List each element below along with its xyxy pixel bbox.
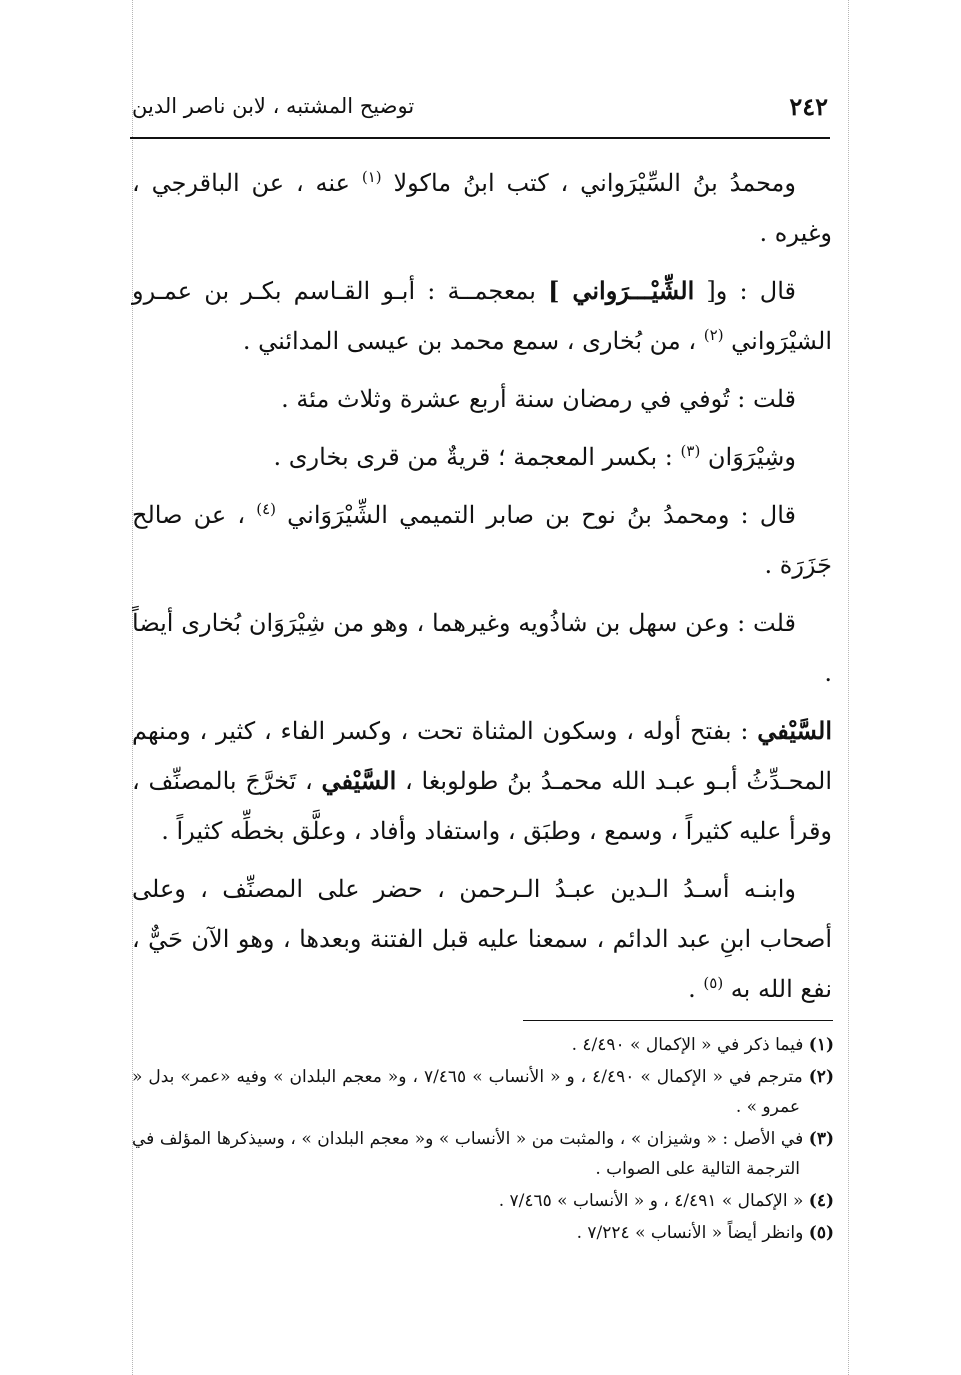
footnote-number: (٥)	[808, 1223, 834, 1243]
text-run: .	[688, 975, 704, 1003]
paragraph	[132, 864, 832, 1014]
text-run: قلت : وعن سهل بن شاذُويه وغيرهما ، وهو من شِيْرَوَان بُخارى أيضاً .	[132, 609, 832, 687]
footnote-number: (١)	[808, 1035, 834, 1055]
paragraph	[132, 374, 832, 424]
text-run: بمعجمــة : أبـو القـاسم بكـر بن عمـرو الشيْرَواني	[132, 277, 832, 355]
paragraph	[132, 158, 832, 258]
text-run: قال : و[	[694, 277, 796, 305]
footnote	[132, 1218, 834, 1248]
text-run: قلت : تُوفي في رمضان سنة أربع عشرة وثلاث مئة .	[281, 385, 796, 413]
footnote	[132, 1124, 834, 1184]
footnote-text: في الأصل : « وشيزان » ، والمثبت من « الأنساب » و« معجم البلدان » ، وسيذكرها المؤلف في الترجمة التالية على الصواب .	[132, 1129, 809, 1179]
footnote-ref: (٣)	[680, 442, 701, 460]
footnote-rule	[523, 1020, 833, 1021]
footnote-text: فيما ذكر في « الإكمال » ٤/٤٩٠ .	[571, 1035, 809, 1055]
paragraph	[132, 266, 832, 366]
footnote-number: (٢)	[808, 1067, 834, 1087]
footnote-ref: (٥)	[703, 974, 724, 992]
text-run: ومحمدُ بنُ السِّيْرَواني ، كتب ابنُ ماكولا	[381, 169, 797, 197]
page-number: ٢٤٢	[789, 92, 828, 121]
footnote-text: « الإكمال » ٤/٤٩١ ، و « الأنساب » ٧/٤٦٥ .	[498, 1191, 809, 1211]
text-run: ، تَخرَّجَ بالمصنِّف ، وقرأ عليه كثيراً ، وسمع ، وطبَق ، واستفاد وأفاد ، وعلَّق بخطِّه كثيراً .	[132, 767, 832, 845]
scan-margin-line-right	[848, 0, 850, 1375]
header-rule	[130, 137, 830, 139]
footnote-ref: (١)	[361, 168, 382, 186]
text-run: : بكسر المعجمة ؛ قريةٌ من قرى بخارى .	[273, 443, 681, 471]
paragraph	[132, 490, 832, 590]
paragraph	[132, 706, 832, 856]
footnote	[132, 1186, 834, 1216]
text-run: : بفتح أوله ، وسكون المثناة تحت ، وكسر الفاء ، كثير ، ومنهم المحـدِّثُ أبـو عبـد الله محمـدُ بنُ طولوبغا ،	[132, 717, 832, 795]
footnote-number: (٤)	[808, 1191, 834, 1211]
footnote-text: وانظر أيضاً « الأنساب » ٧/٢٢٤ .	[576, 1223, 809, 1243]
footnote	[132, 1030, 834, 1060]
text-run: عنه ، عن الباقرجي ، وغيره .	[132, 169, 832, 247]
footnote-number: (٣)	[808, 1129, 834, 1149]
text-run: قال : ومحمدُ بنُ نوح بن صابر التميمي الشِّيْرَوَاني	[276, 501, 796, 529]
text-run: وابنـه أسـدُ الـدين عبـدُ الـرحمن ، حضر على المصنِّف ، وعلى أصحاب ابنِ عبد الدائم ، سمعنا عليه قبل الفتنة وبعدها ، وهو الآن حَيٌّ ، نفع الله به	[132, 875, 832, 1003]
page-header	[132, 92, 828, 136]
paragraph	[132, 598, 832, 698]
footnote-ref: (٤)	[256, 500, 276, 518]
text-run: وشِيْرَوَان	[700, 443, 796, 471]
bold-term: السَّيْفي	[321, 766, 397, 795]
entry-heading: الشِّيْـــرَواني ]	[548, 276, 695, 305]
footnote-text: مترجم في « الإكمال » ٤/٤٩٠ ، و « الأنساب » ٧/٤٦٥ ، و« معجم البلدان » وفيه «عمر» بدل « عمرو » .	[132, 1067, 809, 1117]
footnote	[132, 1062, 834, 1122]
running-title: توضيح المشتبه ، لابن ناصر الدين	[132, 94, 415, 118]
entry-heading: السَّيْفي	[757, 716, 832, 745]
footnote-ref: (٢)	[703, 326, 724, 344]
paragraph	[132, 432, 832, 482]
main-text	[132, 158, 832, 1022]
text-run: ، عن صالح جَزَرَة .	[132, 501, 832, 579]
footnotes	[132, 1030, 834, 1250]
text-run: ، من بُخارى ، سمع محمد بن عيسى المدائني .	[242, 327, 704, 355]
